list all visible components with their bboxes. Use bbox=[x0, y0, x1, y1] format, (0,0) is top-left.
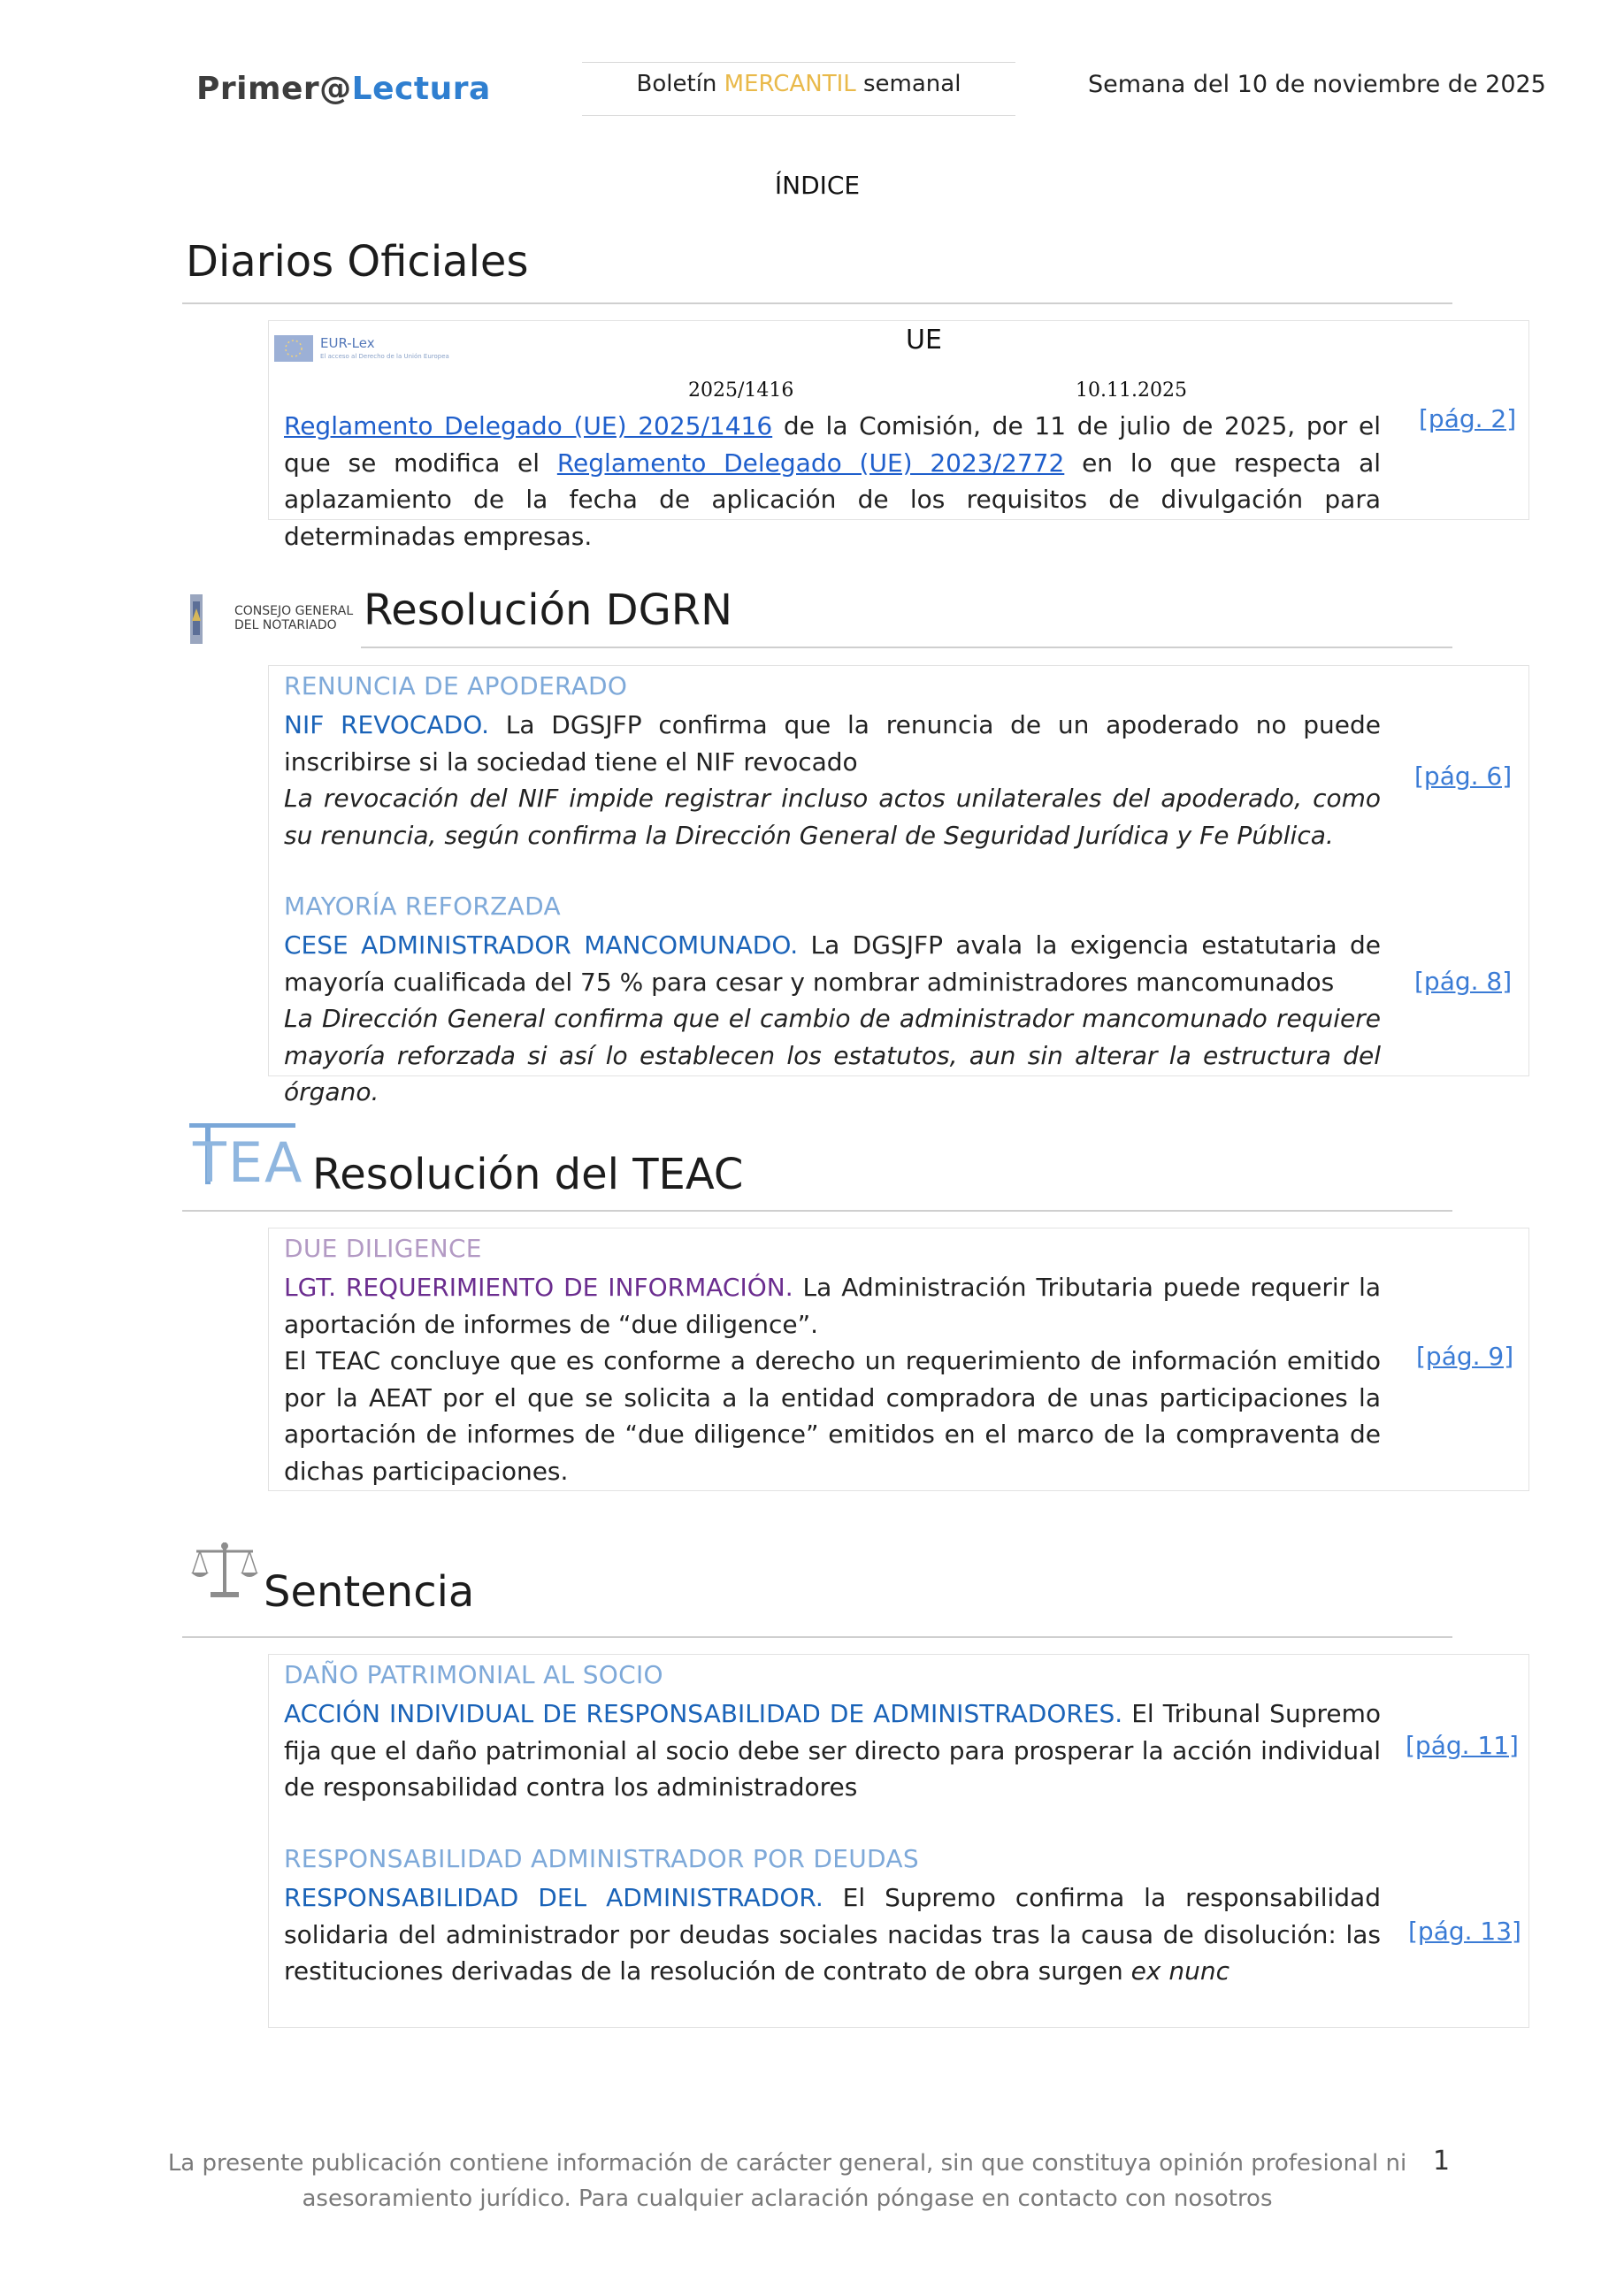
footer-line-2: asesoramiento jurídico. Para cualquier aclaración póngase en contacto con nosotros bbox=[302, 2185, 1273, 2212]
page-ref-2[interactable]: [pág. 2] bbox=[1419, 404, 1517, 433]
regulation-link-2025-1416[interactable]: Reglamento Delegado (UE) 2025/1416 bbox=[284, 411, 773, 440]
teac-summary: El TEAC concluye que es conforme a derecho un requerimiento de información emitido por la AEAT por el que se solicita a la entidad compradora de unas participaciones la aportación de informes de “due diligence” emitidos en el marco de la compraventa de dichas participaciones. bbox=[284, 1346, 1381, 1486]
brand-logo-part2: Lectura bbox=[351, 71, 491, 107]
scales-of-justice-icon bbox=[189, 1539, 260, 1601]
teac-text bbox=[284, 1269, 1381, 1343]
dgrn-item-1-summary: La revocación del NIF impide registrar incluso actos unilaterales del apoderado, como su renuncia, según confirma la Dirección General de Seguridad Jurídica y Fe Pública. bbox=[284, 784, 1381, 850]
diarios-box bbox=[268, 320, 1529, 551]
dgrn-item-1-text bbox=[284, 707, 1381, 780]
section-rule-sentencia bbox=[182, 1636, 1452, 1638]
sentencia-box bbox=[268, 1654, 1529, 2028]
footer-disclaimer bbox=[142, 2146, 1433, 2216]
header-rule-bottom bbox=[582, 115, 1015, 116]
index-title: ÍNDICE bbox=[774, 171, 861, 200]
teac-logo bbox=[189, 1121, 304, 1195]
dgrn-item-1-category: RENUNCIA DE APODERADO bbox=[284, 671, 628, 700]
eurlex-logo-sub: El acceso al Derecho de la Unión Europea bbox=[320, 353, 449, 360]
page-ref-13[interactable]: [pág. 13] bbox=[1408, 1917, 1521, 1946]
diarios-text-2: en lo que respecta al aplazamiento de la fecha de aplicación de los requisitos de divulgación para determinadas empresas. bbox=[284, 448, 1382, 551]
brand-logo-part1: Primer@ bbox=[196, 71, 352, 107]
section-title-teac: Resolución del TEAC bbox=[312, 1150, 744, 1199]
sentencia-item-1-lead: ACCIÓN INDIVIDUAL DE RESPONSABILIDAD DE ADMINISTRADORES. bbox=[284, 1699, 1123, 1728]
teac-box bbox=[268, 1228, 1529, 1491]
diarios-entry-text bbox=[284, 408, 1381, 555]
teac-lead: LGT. REQUERIMIENTO DE INFORMACIÓN. bbox=[284, 1273, 793, 1302]
section-rule-diarios bbox=[182, 302, 1452, 304]
doc-date: 10.11.2025 bbox=[1076, 379, 1187, 402]
dgrn-item-2-text bbox=[284, 927, 1381, 1000]
sentencia-item-2-body: El Supremo confirma la responsabilidad solidaria del administrador por deudas sociales nacidas tras la causa de disolución: las restituciones derivadas de la resolución de contrato de obra surgen bbox=[284, 1883, 1381, 1986]
footer-line-1: La presente publicación contiene información de carácter general, sin que constituya opinión profesional ni bbox=[167, 2150, 1407, 2177]
sentencia-item-2-ital: ex nunc bbox=[1130, 1956, 1230, 1986]
dgrn-item-1-lead: NIF REVOCADO. bbox=[284, 710, 489, 739]
dgrn-item-1-body: La DGSJFP confirma que la renuncia de un apoderado no puede inscribirse si la sociedad tiene el NIF revocado bbox=[284, 710, 1381, 777]
dgrn-item-2-category: MAYORÍA REFORZADA bbox=[284, 892, 561, 921]
section-title-sentencia: Sentencia bbox=[264, 1567, 475, 1617]
dgrn-box bbox=[268, 665, 1529, 1106]
teac-logo-text: TEA bbox=[193, 1130, 304, 1195]
page-number: 1 bbox=[1433, 2146, 1451, 2177]
ue-label: UE bbox=[906, 325, 942, 356]
bulletin-pre: Boletín bbox=[636, 71, 724, 97]
teac-category: DUE DILIGENCE bbox=[284, 1234, 482, 1263]
diarios-text-1: de la Comisión, de 11 de julio de 2025, por el que se modifica el bbox=[284, 411, 1381, 478]
brand-logo bbox=[196, 71, 491, 107]
dgrn-item-2-body: La DGSJFP avala la exigencia estatutaria de mayoría cualificada del 75 % para cesar y nombrar administradores mancomunados bbox=[284, 930, 1382, 997]
section-title-dgrn: Resolución DGRN bbox=[364, 585, 733, 635]
regulation-link-2023-2772[interactable]: Reglamento Delegado (UE) 2023/2772 bbox=[556, 448, 1065, 478]
page-ref-8[interactable]: [pág. 8] bbox=[1414, 967, 1513, 996]
notariado-logo-line2: DEL NOTARIADO bbox=[234, 618, 337, 632]
dgrn-item-2-summary: La Dirección General confirma que el cambio de administrador mancomunado requiere mayoría reforzada si así lo establecen los estatutos, aun sin alterar la estructura del órgano. bbox=[284, 1004, 1381, 1106]
sentencia-item-1-text bbox=[284, 1695, 1381, 1806]
sentencia-item-2-text bbox=[284, 1879, 1381, 1990]
doc-number: 2025/1416 bbox=[688, 379, 794, 402]
teac-body: La Administración Tributaria puede requerir la aportación de informes de “due diligence”. bbox=[284, 1273, 1382, 1339]
week-label: Semana del 10 de noviembre de 2025 bbox=[1088, 71, 1546, 98]
notariado-logo bbox=[188, 585, 354, 653]
page-ref-11[interactable]: [pág. 11] bbox=[1406, 1731, 1519, 1760]
sentencia-item-1-body: El Tribunal Supremo fija que el daño patrimonial al socio debe ser directo para prosperar la acción individual de responsabilidad contra los administradores bbox=[284, 1699, 1381, 1802]
bulletin-post: semanal bbox=[855, 71, 961, 97]
sentencia-item-1-category: DAÑO PATRIMONIAL AL SOCIO bbox=[284, 1660, 663, 1689]
bulletin-highlight: MERCANTIL bbox=[724, 71, 856, 97]
page-ref-9[interactable]: [pág. 9] bbox=[1416, 1342, 1514, 1371]
sentencia-item-2-category: RESPONSABILIDAD ADMINISTRADOR POR DEUDAS bbox=[284, 1844, 919, 1873]
eurlex-logo-text: EUR-Lex bbox=[320, 335, 375, 351]
bulletin-title bbox=[582, 71, 1015, 97]
notariado-logo-line1: CONSEJO GENERAL bbox=[234, 604, 354, 618]
page-ref-6[interactable]: [pág. 6] bbox=[1414, 762, 1513, 791]
eurlex-logo bbox=[274, 333, 449, 369]
sentencia-item-2-lead: RESPONSABILIDAD DEL ADMINISTRADOR. bbox=[284, 1883, 823, 1912]
dgrn-item-2-lead: CESE ADMINISTRADOR MANCOMUNADO. bbox=[284, 930, 799, 960]
section-title-diarios: Diarios Oficiales bbox=[186, 237, 529, 287]
section-rule-dgrn bbox=[361, 647, 1452, 648]
section-rule-teac bbox=[182, 1210, 1452, 1212]
header-rule-top bbox=[582, 62, 1015, 63]
